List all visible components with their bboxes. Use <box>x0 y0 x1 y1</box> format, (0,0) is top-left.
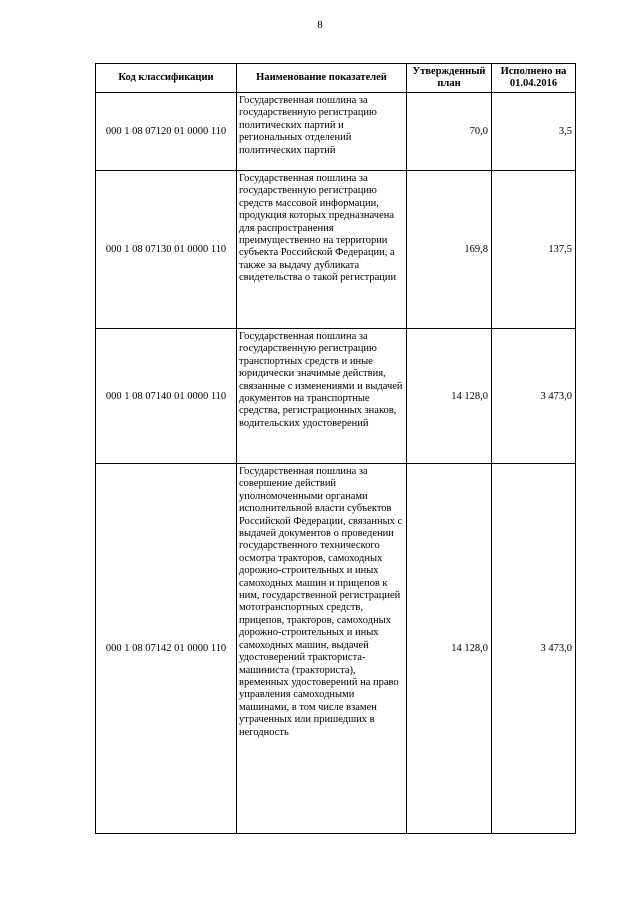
header-name: Наименование показателей <box>237 64 407 93</box>
row-plan: 169,8 <box>407 171 492 329</box>
row-code: 000 1 08 07130 01 0000 110 <box>96 171 237 329</box>
page-number: 8 <box>317 19 323 31</box>
row-executed: 3 473,0 <box>492 329 576 464</box>
header-executed: Исполнено на 01.04.2016 <box>492 64 576 93</box>
row-plan: 14 128,0 <box>407 464 492 834</box>
table-row <box>96 329 576 464</box>
row-name: Государственная пошлина за государственную регистрацию политических партий и региональных отделений политических партий <box>237 93 407 171</box>
row-code: 000 1 08 07140 01 0000 110 <box>96 329 237 464</box>
row-name: Государственная пошлина за государственную регистрацию средств массовой информации, продукция которых предназначена для распространения преимущественно на территории субъекта Российской Федерации, а также за выдачу дубликата свидетельства о такой регистрации <box>237 171 407 329</box>
row-executed: 3 473,0 <box>492 464 576 834</box>
row-name: Государственная пошлина за совершение действий уполномоченными органами исполнительной власти субъектов Российской Федерации, связанных с выдачей документов о проведении государственного технического осмотра тракторов, самоходных дорожно-строительных и иных самоходных машин и прицепов к ним, государственной регистрацией мототранспортных средств, прицепов, тракторов, самоходных дорожно-строительных и иных самоходных машин, выдачей удостоверений тракториста-машиниста (тракториста), временных удостоверений на право управления самоходными машинами, в том числе взамен утраченных или пришедших в негодность <box>237 464 407 834</box>
budget-revenue-table <box>95 63 576 834</box>
header-code: Код классификации <box>96 64 237 93</box>
row-executed: 137,5 <box>492 171 576 329</box>
row-plan: 70,0 <box>407 93 492 171</box>
row-executed: 3,5 <box>492 93 576 171</box>
row-name: Государственная пошлина за государственную регистрацию транспортных средств и иные юридически значимые действия, связанные с изменениями и выдачей документов на транспортные средства, регистрационных знаков, водительских удостоверений <box>237 329 407 464</box>
table-row <box>96 171 576 329</box>
row-code: 000 1 08 07120 01 0000 110 <box>96 93 237 171</box>
header-plan: Утвержденный план <box>407 64 492 93</box>
row-code: 000 1 08 07142 01 0000 110 <box>96 464 237 834</box>
table-row <box>96 464 576 834</box>
table-row <box>96 93 576 171</box>
table-header-row <box>96 64 576 93</box>
row-plan: 14 128,0 <box>407 329 492 464</box>
